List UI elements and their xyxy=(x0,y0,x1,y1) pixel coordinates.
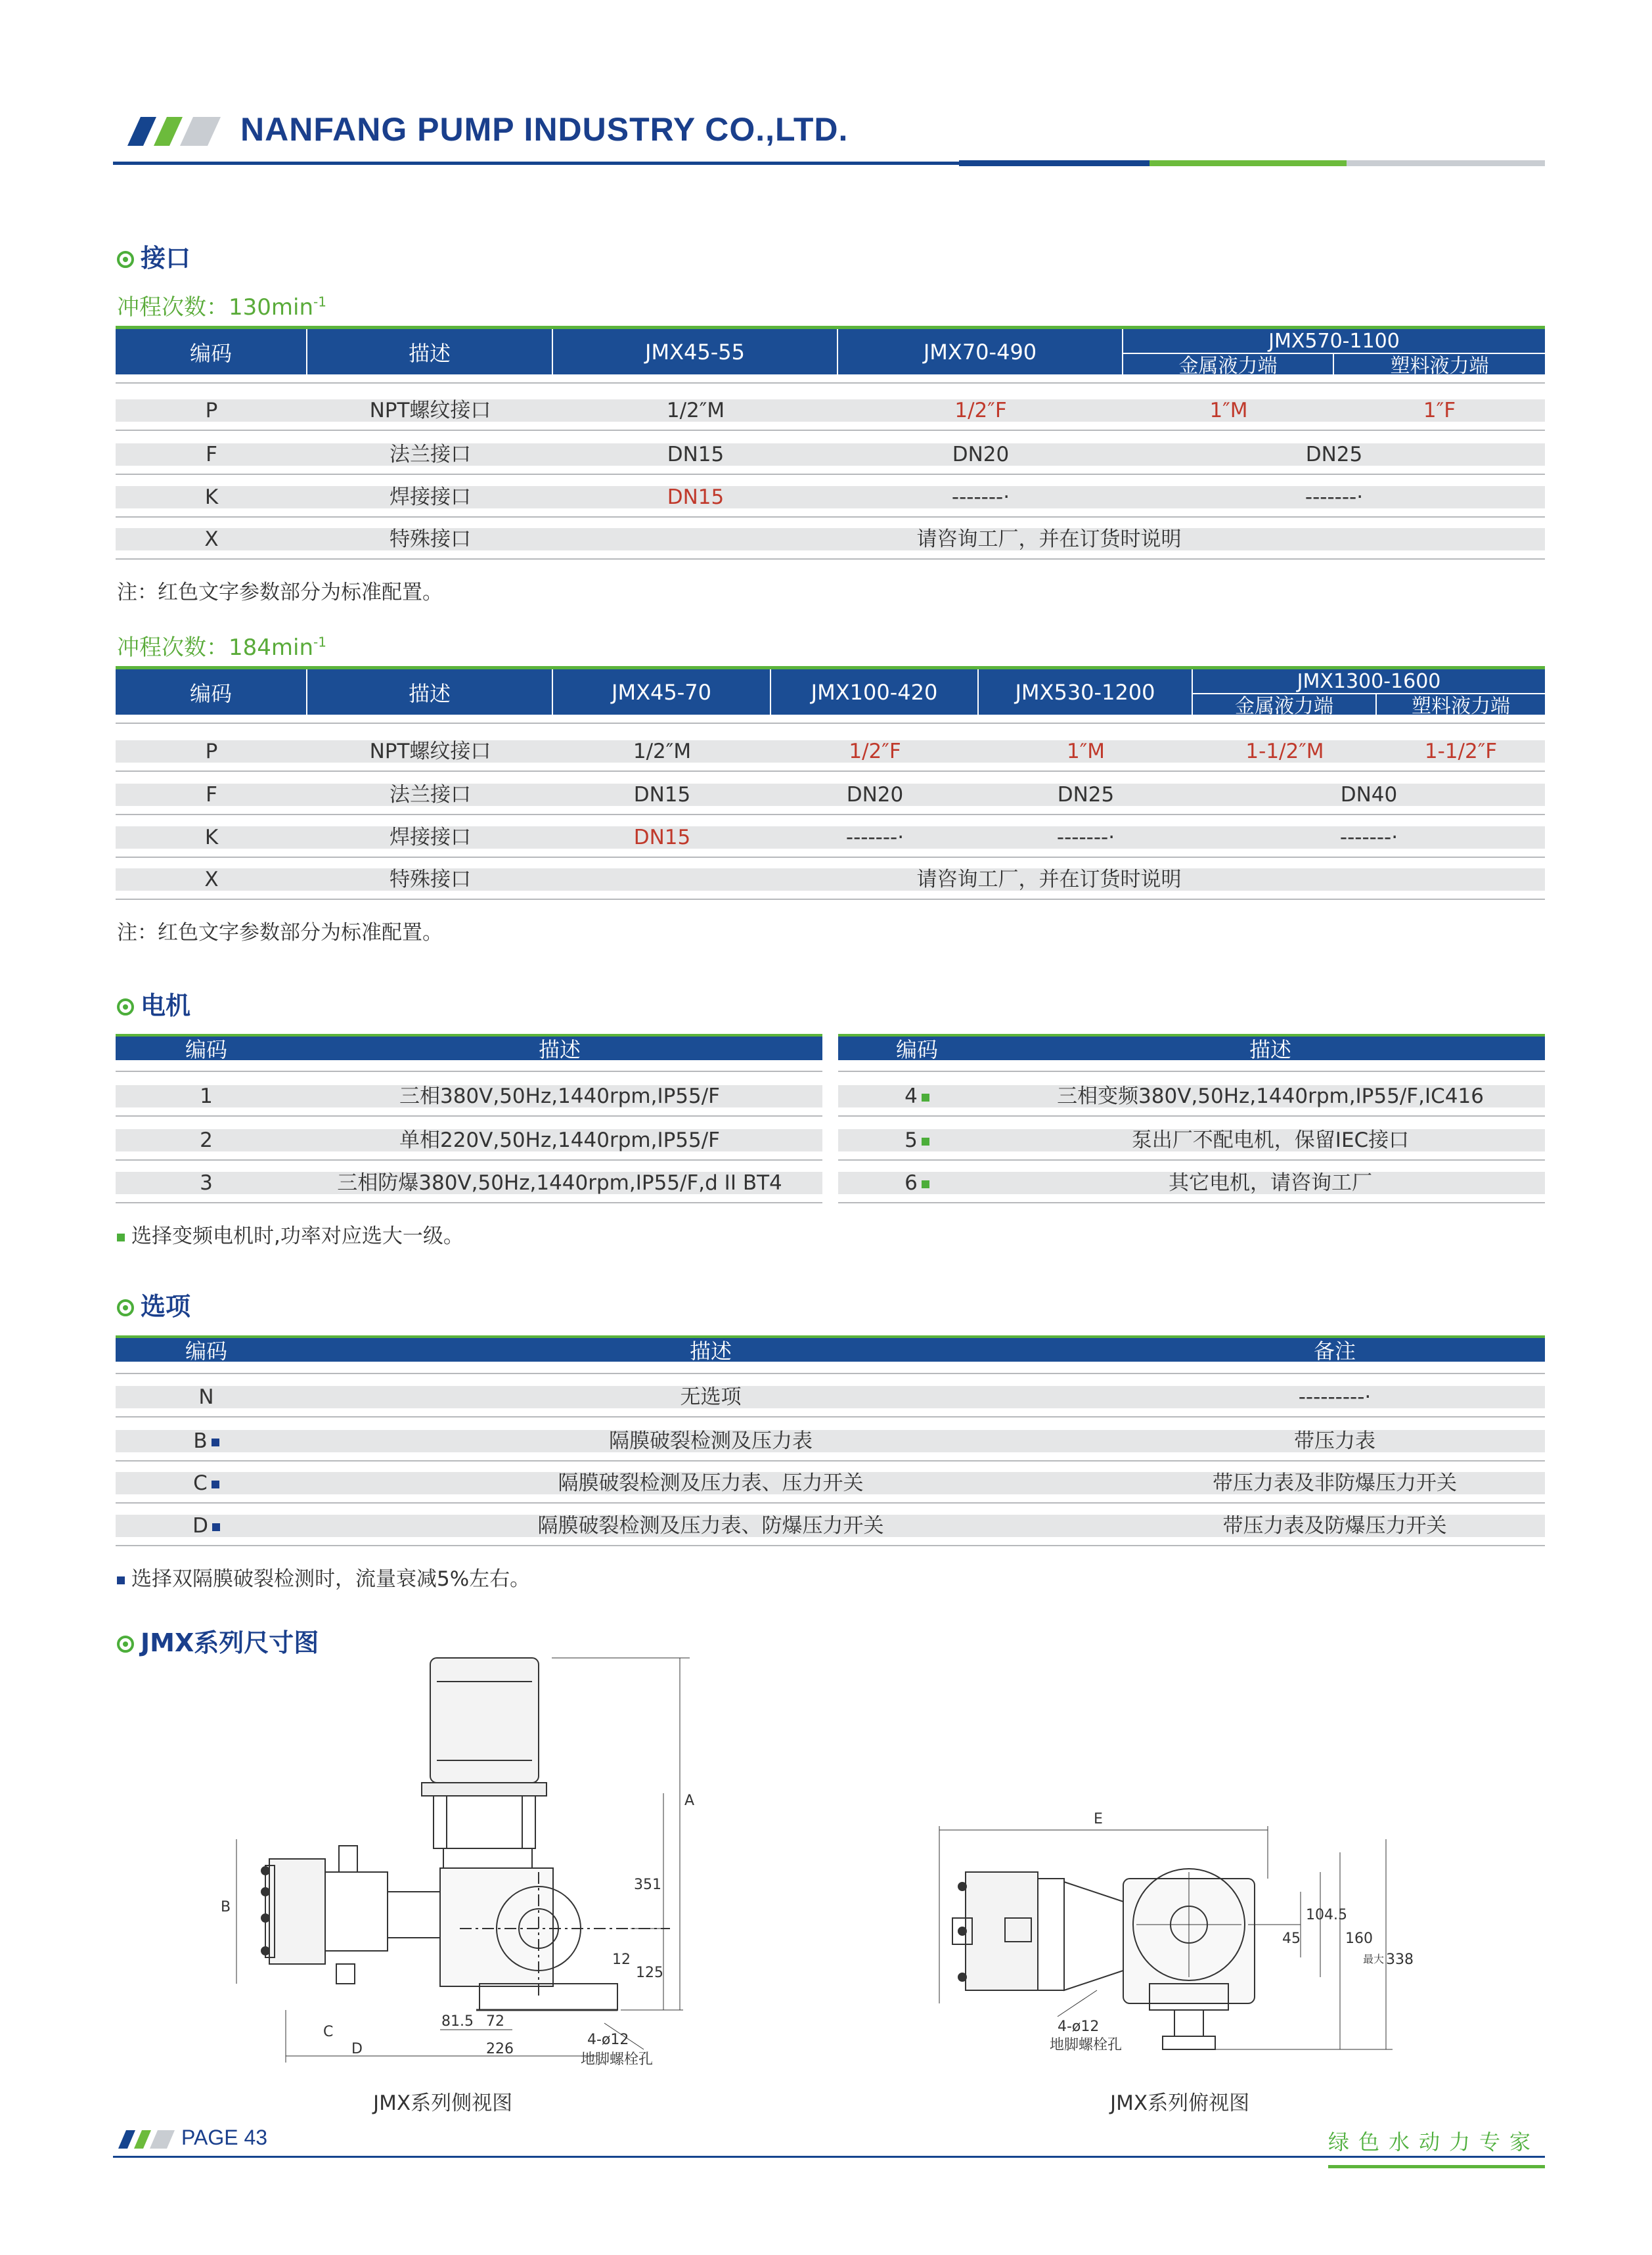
bullet-circle-icon xyxy=(117,998,134,1016)
cell-desc: 隔膜破裂检测及压力表、压力开关 xyxy=(558,1471,864,1495)
cell-desc: 隔膜破裂检测及压力表 xyxy=(609,1429,813,1453)
square-marker-icon xyxy=(922,1138,929,1146)
cell-code: F xyxy=(206,783,217,807)
table-row xyxy=(116,528,1545,550)
top-view-drawing xyxy=(933,1800,1432,2076)
cell-value: DN15 xyxy=(633,783,691,807)
cell-code: 1 xyxy=(200,1084,213,1108)
cell-desc: NPT螺纹接口 xyxy=(369,740,491,763)
table-note: 注：红色文字参数部分为标准配置。 xyxy=(117,921,443,945)
cell-value: DN20 xyxy=(952,443,1010,466)
col-header-desc: 描述 xyxy=(1249,1037,1291,1062)
table-row xyxy=(116,1472,1545,1494)
cell-remark: 带压力表及非防爆压力开关 xyxy=(1213,1471,1457,1495)
header-rule-green xyxy=(1150,160,1347,166)
motor-table-right-header xyxy=(838,1034,1545,1060)
dim-160: 160 xyxy=(1345,1931,1373,1947)
section-heading-motor: 电机 xyxy=(117,985,190,1021)
footer-logo-stripes xyxy=(116,2130,175,2149)
cell-value: DN25 xyxy=(1305,443,1363,466)
table-row xyxy=(116,486,1545,508)
dim-holes: 4-ø12 xyxy=(1058,2019,1100,2035)
cell-desc: 其它电机，请咨询工厂 xyxy=(1169,1171,1372,1195)
cell-desc: 特殊接口 xyxy=(390,527,471,551)
dim-12: 12 xyxy=(612,1952,631,1968)
table-row xyxy=(116,868,1545,891)
cell-value: DN20 xyxy=(846,783,904,807)
cell-value-na: -------· xyxy=(845,826,904,849)
cell-desc: 焊接接口 xyxy=(390,485,471,509)
col-header-metal: 金属液力端 xyxy=(1193,693,1377,715)
cell-desc: 法兰接口 xyxy=(390,443,471,466)
cell-value-standard: 1-1/2″M xyxy=(1245,740,1324,763)
square-marker-icon xyxy=(212,1523,220,1531)
dim-holes-text: 地脚螺栓孔 xyxy=(1050,2037,1123,2053)
col-header-code: 编码 xyxy=(895,1037,938,1062)
cell-value-standard: 1/2″F xyxy=(954,399,1007,422)
col-header-model: JMX45-55 xyxy=(553,329,838,374)
cell-desc: 单相220V,50Hz,1440rpm,IP55/F xyxy=(399,1128,721,1152)
table-row xyxy=(116,1386,1545,1408)
side-view-drawing xyxy=(210,1642,709,2076)
cell-value-standard: DN15 xyxy=(633,826,691,849)
table-row xyxy=(838,1172,1545,1194)
dim-351: 351 xyxy=(634,1877,661,1893)
footer-green-rule xyxy=(1328,2165,1545,2168)
cell-desc: 无选项 xyxy=(680,1385,742,1409)
top-view-caption: JMX系列俯视图 xyxy=(1110,2091,1250,2115)
cell-value-na: -------· xyxy=(951,485,1010,509)
table-row xyxy=(116,740,1545,763)
interface-table-184-header xyxy=(116,666,1545,718)
cell-code: 2 xyxy=(200,1128,213,1152)
motor-table-left-header xyxy=(116,1034,822,1060)
col-header-model: JMX530-1200 xyxy=(979,669,1193,715)
cell-code: C xyxy=(193,1471,208,1495)
stroke-rate-label-130: 冲程次数：$130\min^{-1}$ xyxy=(117,294,326,321)
col-header-model-group: JMX570-1100 xyxy=(1268,329,1400,353)
col-header-metal: 金属液力端 xyxy=(1123,353,1334,374)
cell-code: 5 xyxy=(904,1128,918,1152)
cell-code: K xyxy=(204,485,219,509)
cell-desc: 焊接接口 xyxy=(390,826,471,849)
dim-D: D xyxy=(351,2041,363,2057)
cell-value: DN40 xyxy=(1340,783,1398,807)
square-marker-icon xyxy=(117,1576,125,1584)
dim-A: A xyxy=(684,1793,695,1809)
options-table-header xyxy=(116,1335,1545,1362)
cell-code: X xyxy=(204,527,219,551)
interface-table-130-header xyxy=(116,326,1545,378)
cell-desc: 泵出厂不配电机，保留IEC接口 xyxy=(1131,1128,1410,1152)
motor-note: 选择变频电机时,功率对应选大一级。 xyxy=(117,1219,464,1249)
col-header-code: 编码 xyxy=(116,669,307,715)
table-row xyxy=(116,1085,822,1107)
dim-max-label: 最大 xyxy=(1363,1953,1385,1965)
dim-45: 45 xyxy=(1282,1931,1301,1947)
cell-value: DN15 xyxy=(667,443,725,466)
col-header-plastic: 塑料液力端 xyxy=(1412,694,1510,718)
square-marker-icon xyxy=(117,1234,125,1241)
col-header-desc: 描述 xyxy=(307,329,553,374)
cell-code: 4 xyxy=(904,1084,918,1108)
col-header-model: JMX70-490 xyxy=(838,329,1123,374)
col-header-desc: 描述 xyxy=(538,1037,581,1062)
dim-338: 338 xyxy=(1386,1952,1414,1968)
cell-code: K xyxy=(204,826,219,849)
square-marker-icon xyxy=(922,1180,929,1188)
square-marker-icon xyxy=(922,1094,929,1102)
col-header-remark: 备注 xyxy=(1313,1339,1356,1364)
cell-desc: 特殊接口 xyxy=(390,868,471,891)
cell-value-na: -------· xyxy=(1056,826,1115,849)
cell-value-standard: 1″M xyxy=(1209,399,1248,422)
square-marker-icon xyxy=(212,1481,219,1488)
side-view-caption: JMX系列侧视图 xyxy=(373,2091,513,2115)
dim-holes-text: 地脚螺栓孔 xyxy=(581,2051,654,2068)
cell-value: 1/2″M xyxy=(633,740,692,763)
cell-code: P xyxy=(205,399,218,422)
cell-code: B xyxy=(193,1429,208,1453)
cell-desc: 三相变频380V,50Hz,1440rpm,IP55/F,IC416 xyxy=(1057,1084,1484,1108)
col-header-code: 编码 xyxy=(185,1339,227,1364)
col-header-model-group: JMX1300-1600 xyxy=(1297,669,1441,693)
footer-rule xyxy=(113,2156,1545,2158)
dim-226: 226 xyxy=(486,2041,514,2057)
cell-value-standard: 1-1/2″F xyxy=(1424,740,1498,763)
cell-value-na: -------· xyxy=(1305,485,1364,509)
cell-code: X xyxy=(204,868,219,891)
dim-72: 72 xyxy=(486,2013,504,2030)
table-row xyxy=(838,1129,1545,1151)
col-header-desc: 描述 xyxy=(689,1339,732,1364)
cell-remark: 带压力表 xyxy=(1294,1429,1375,1453)
col-header-desc: 描述 xyxy=(307,669,553,715)
options-note: 选择双隔膜破裂检测时，流量衰减5%左右。 xyxy=(117,1562,530,1592)
company-name: NANFANG PUMP INDUSTRY CO.,LTD. xyxy=(240,111,849,148)
table-row xyxy=(116,399,1545,422)
table-row xyxy=(116,1172,822,1194)
dim-C: C xyxy=(323,2024,334,2040)
square-marker-icon xyxy=(212,1439,219,1446)
table-row xyxy=(116,443,1545,466)
table-note: 注：红色文字参数部分为标准配置。 xyxy=(117,581,443,604)
dim-81-5: 81.5 xyxy=(441,2013,474,2030)
cell-remark: 带压力表及防爆压力开关 xyxy=(1222,1514,1447,1538)
cell-value-na: -------· xyxy=(1339,826,1398,849)
header-rule-gray xyxy=(1347,160,1545,166)
section-heading-interface: 接口 xyxy=(117,238,190,274)
cell-value: 请咨询工厂，并在订货时说明 xyxy=(916,868,1182,891)
dim-125: 125 xyxy=(636,1965,663,1981)
cell-value: DN25 xyxy=(1057,783,1115,807)
dim-E: E xyxy=(1094,1811,1103,1827)
cell-code: F xyxy=(206,443,217,466)
cell-value-standard: 1″M xyxy=(1066,740,1105,763)
bullet-circle-icon xyxy=(117,251,134,268)
table-row xyxy=(116,784,1545,806)
cell-desc: 三相380V,50Hz,1440rpm,IP55/F xyxy=(399,1084,721,1108)
col-header-code: 编码 xyxy=(116,329,307,374)
table-row xyxy=(838,1085,1545,1107)
cell-value: 1/2″M xyxy=(666,399,725,422)
page-number: PAGE 43 xyxy=(181,2126,268,2149)
cell-desc: 三相防爆380V,50Hz,1440rpm,IP55/F,d II BT4 xyxy=(337,1171,782,1195)
cell-value-standard: DN15 xyxy=(667,485,725,509)
col-header-plastic: 塑料液力端 xyxy=(1390,354,1489,378)
cell-code: 3 xyxy=(200,1171,213,1195)
stroke-rate-label-184: 冲程次数：$184\min^{-1}$ xyxy=(117,634,326,661)
footer-slogan: 绿色水动力专家 xyxy=(1328,2130,1540,2155)
col-header-code: 编码 xyxy=(185,1037,227,1062)
section-heading-drawing: JMX系列尺寸图 xyxy=(117,1622,319,1659)
cell-remark: ---------· xyxy=(1298,1385,1372,1409)
cell-code: N xyxy=(198,1385,214,1409)
dim-104-5: 104.5 xyxy=(1306,1907,1347,1923)
table-row xyxy=(116,1129,822,1151)
dim-B: B xyxy=(221,1899,231,1915)
cell-code: 6 xyxy=(904,1171,918,1195)
col-header-model: JMX45-70 xyxy=(553,669,771,715)
table-row xyxy=(116,1515,1545,1537)
cell-code: D xyxy=(192,1514,208,1538)
dim-holes: 4-ø12 xyxy=(587,2032,629,2048)
cell-desc: 法兰接口 xyxy=(390,783,471,807)
cell-code: P xyxy=(205,740,218,763)
cell-value: 请咨询工厂，并在订货时说明 xyxy=(916,527,1182,551)
bullet-circle-icon xyxy=(117,1636,134,1653)
cell-desc: NPT螺纹接口 xyxy=(369,399,491,422)
section-heading-options: 选项 xyxy=(117,1286,190,1322)
cell-value-standard: 1″F xyxy=(1423,399,1456,422)
col-header-model: JMX100-420 xyxy=(771,669,979,715)
header-rule-blue xyxy=(959,160,1150,166)
table-row xyxy=(116,826,1545,849)
cell-value-standard: 1/2″F xyxy=(849,740,901,763)
cell-desc: 隔膜破裂检测及压力表、防爆压力开关 xyxy=(537,1514,884,1538)
company-logo-stripes xyxy=(116,117,221,146)
table-row xyxy=(116,1430,1545,1452)
bullet-circle-icon xyxy=(117,1299,134,1316)
